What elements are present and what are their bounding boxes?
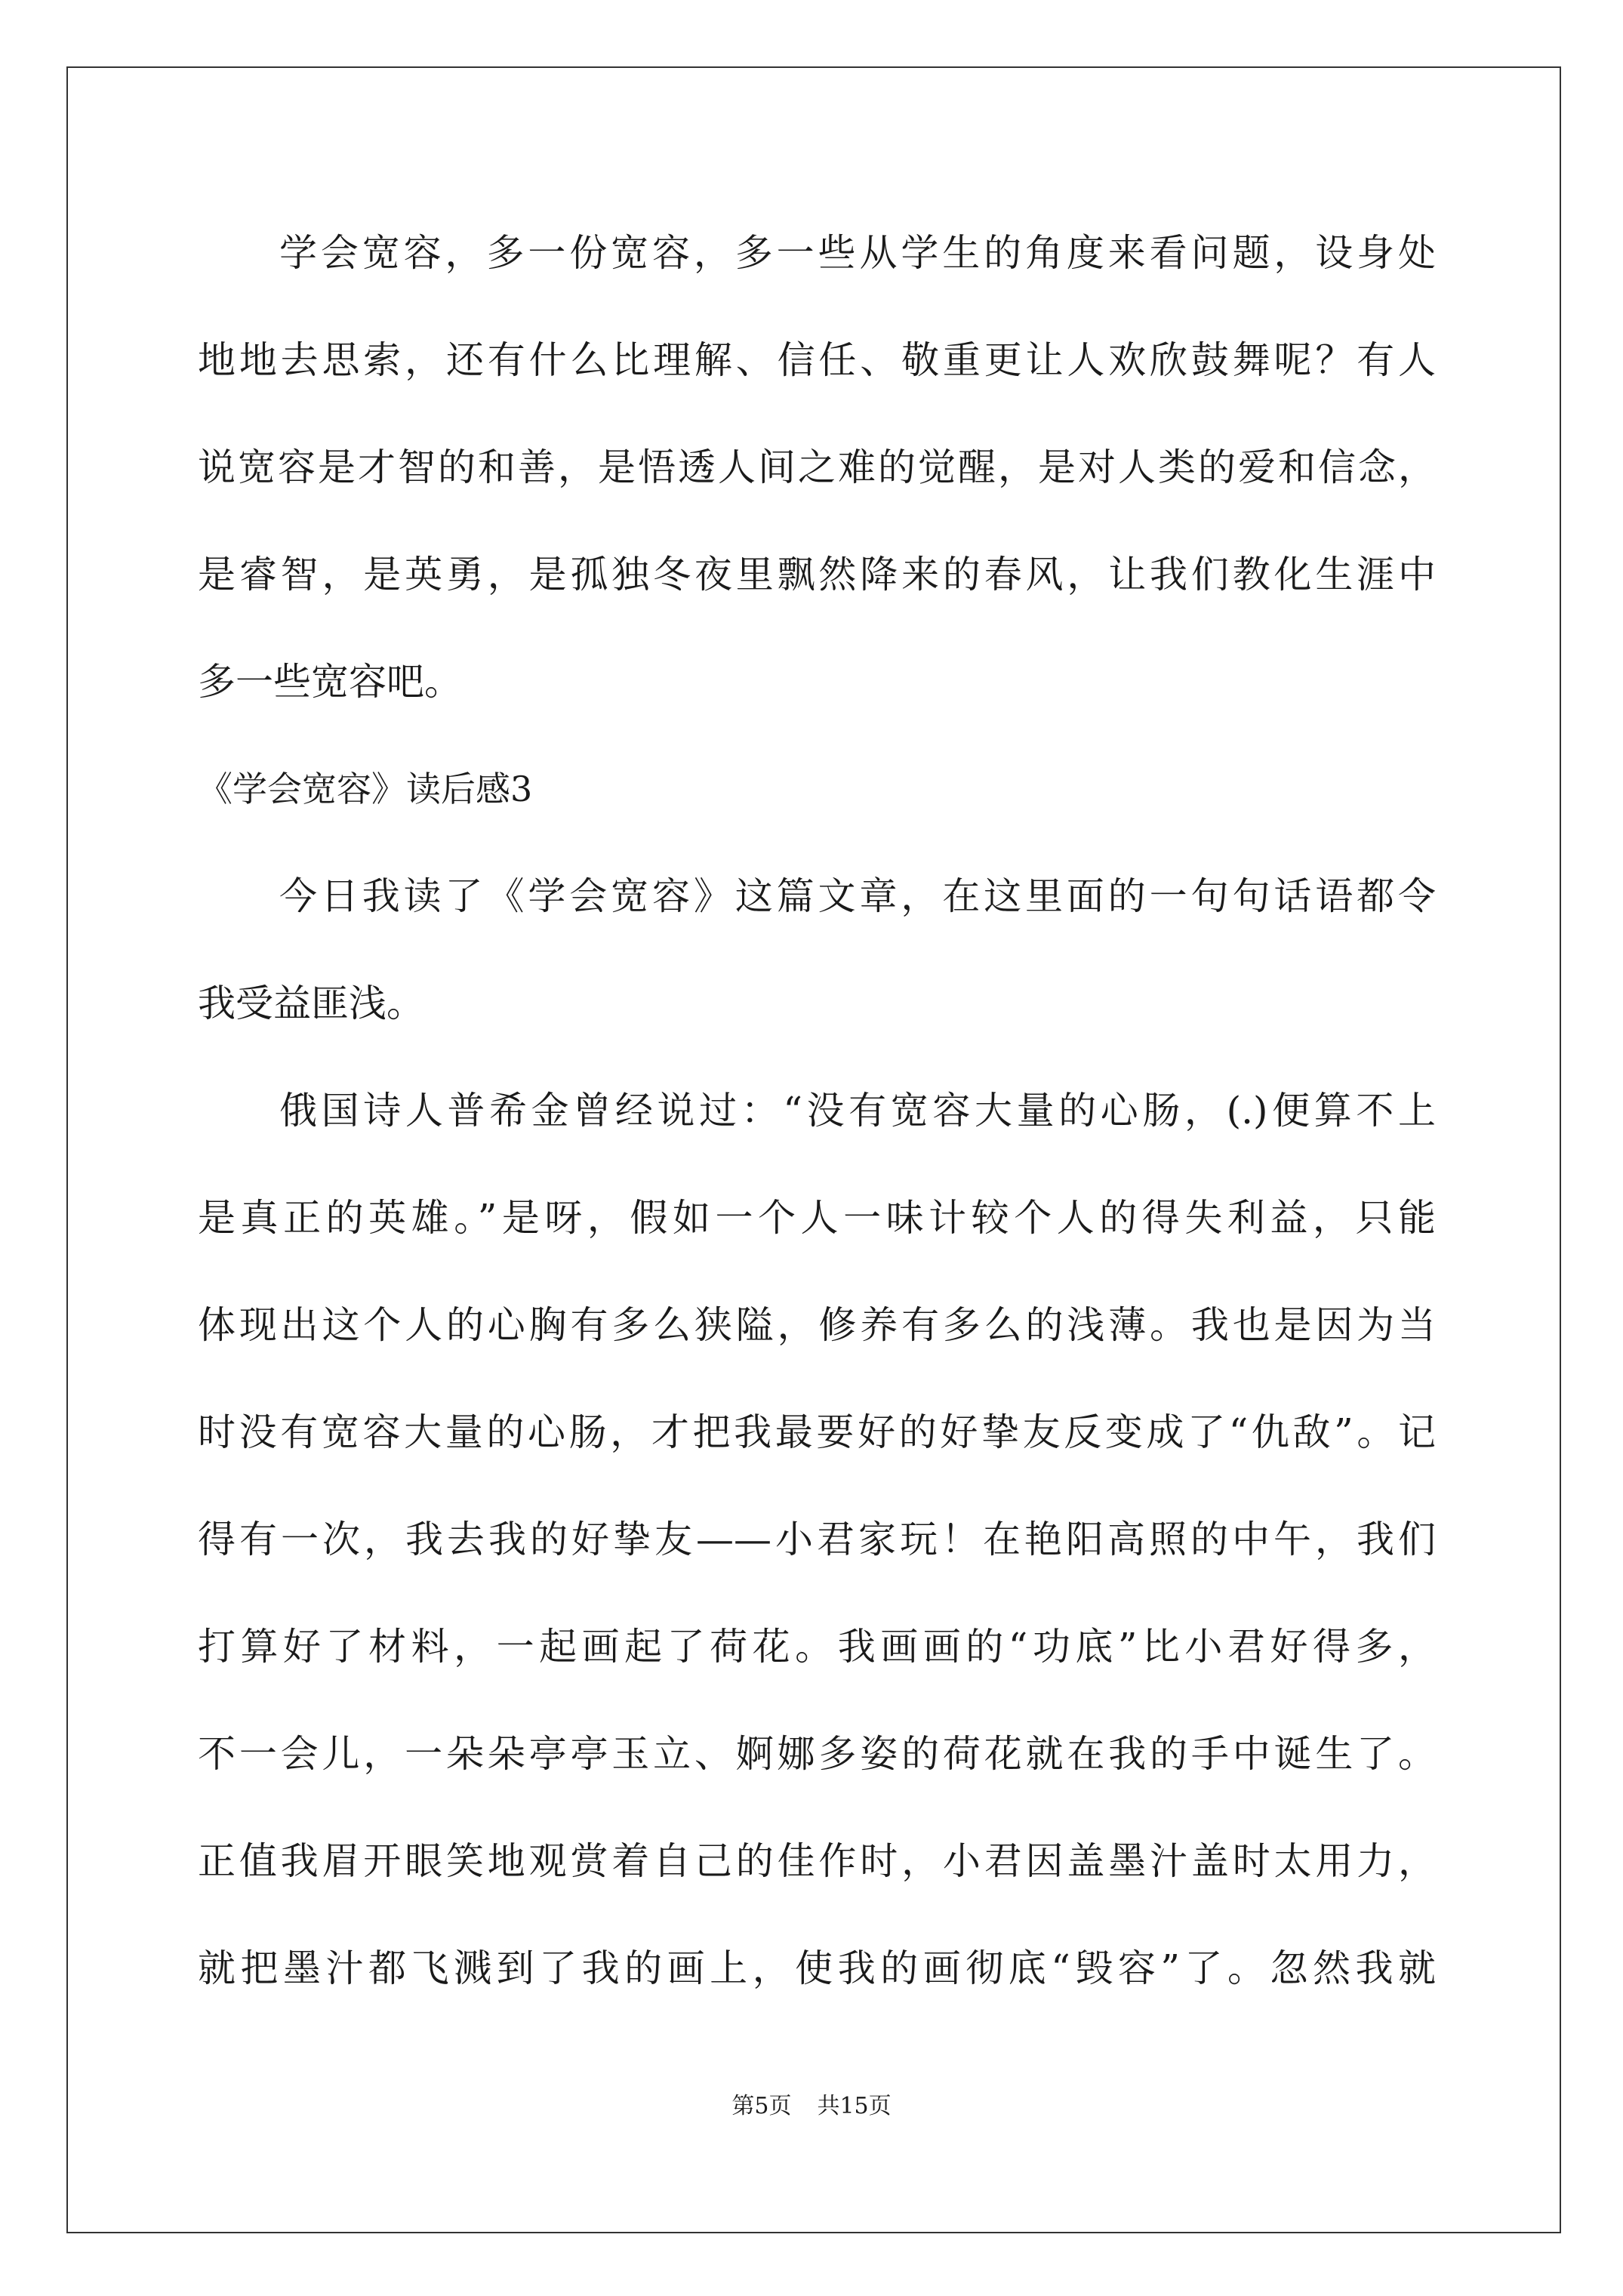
text-line: 是真正的英雄。”是呀，假如一个人一味计较个人的得失利益，只能 <box>198 1196 1436 1240</box>
text-line: 得有一次，我去我的好挚友——小君家玩！在艳阳高照的中午，我们 <box>198 1518 1436 1561</box>
paragraph-2 <box>198 843 1436 1057</box>
section-heading: 《学会宽容》读后感3 <box>198 769 533 809</box>
text-line: 打算好了材料，一起画起了荷花。我画画的“功底”比小君好得多， <box>198 1625 1436 1669</box>
text-line: 正值我眉开眼笑地观赏着自己的佳作时，小君因盖墨汁盖时太用力， <box>198 1839 1436 1883</box>
text-line: 说宽容是才智的和善，是悟透人间之难的觉醒，是对人类的爱和信念， <box>198 445 1436 489</box>
text-line: 是睿智，是英勇，是孤独冬夜里飘然降来的春风，让我们教化生涯中 <box>198 553 1436 596</box>
text-line: 今日我读了《学会宽容》这篇文章，在这里面的一句句话语都令 <box>279 874 1436 918</box>
page-total: 共15页 <box>817 2093 892 2119</box>
text-line: 就把墨汁都飞溅到了我的画上，使我的画彻底“毁容”了。忽然我就 <box>198 1946 1436 1990</box>
document-body <box>198 199 1436 2022</box>
text-line: 多一些宽容吧。 <box>198 660 462 704</box>
text-line: 体现出这个人的心胸有多么狭隘，修养有多么的浅薄。我也是因为当 <box>198 1303 1436 1347</box>
text-line: 学会宽容，多一份宽容，多一些从学生的角度来看问题，设身处 <box>279 231 1436 275</box>
paragraph-1 <box>198 199 1436 735</box>
page-number: 第5页 <box>731 2093 792 2119</box>
text-line: 地地去思索，还有什么比理解、信任、敬重更让人欢欣鼓舞呢？有人 <box>198 338 1436 382</box>
page-footer <box>0 2091 1623 2122</box>
paragraph-3 <box>198 1057 1436 2022</box>
text-line: 俄国诗人普希金曾经说过：“没有宽容大量的心肠，(.)便算不上 <box>279 1089 1436 1133</box>
text-line: 我受益匪浅。 <box>198 982 424 1025</box>
text-line: 时没有宽容大量的心肠，才把我最要好的好挚友反变成了“仇敌”。记 <box>198 1410 1436 1454</box>
text-line: 不一会儿，一朵朵亭亭玉立、婀娜多姿的荷花就在我的手中诞生了。 <box>198 1732 1436 1776</box>
